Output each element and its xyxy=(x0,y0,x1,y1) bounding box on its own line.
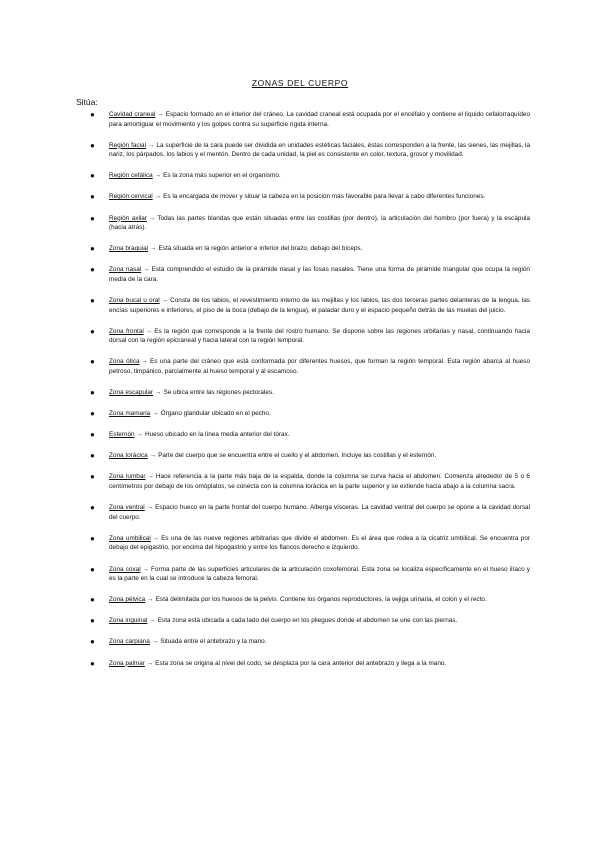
bullet-icon: ● xyxy=(90,110,95,119)
bullet-icon: ● xyxy=(90,409,95,419)
arrow-icon: → xyxy=(152,534,160,542)
zone-description: Espacio formado en el interior del cráneo. La cavidad craneal está ocupada por el encéfalo y contiene el líquido cefalorraquídeo para amortiguar el movimiento y los golpes contra su superficie rígida interna. xyxy=(109,111,531,128)
arrow-icon: → xyxy=(148,141,155,149)
arrow-icon: → xyxy=(141,358,148,366)
arrow-icon: → xyxy=(154,193,162,201)
list-item xyxy=(90,265,530,284)
list-item xyxy=(90,388,530,398)
list-item xyxy=(90,192,530,202)
list-item xyxy=(90,296,530,315)
bullet-icon: ● xyxy=(90,595,95,605)
zone-description: Está comprendido el estudio de la pirámide nasal y las fosas nasales. Tiene una forma de pirámide triangular que ocupa la región media de la cara. xyxy=(109,266,530,283)
arrow-icon: → xyxy=(147,596,154,604)
zone-description: Es la zona más superior en el organismo. xyxy=(163,172,281,180)
zone-description: Órgano glandular ubicado en el pecho. xyxy=(160,410,271,418)
arrow-icon: → xyxy=(154,172,162,180)
zone-term: Zona umbilical xyxy=(109,534,151,542)
zone-term: Zona palmar xyxy=(109,659,145,667)
zone-term: Zona torácica xyxy=(109,452,148,460)
zone-description: Esta zona está ubicada a cada lado del cuerpo en los pliegues donde el abdomen se une con las piernas. xyxy=(157,617,458,625)
zone-description: Forma parte de las superficies articulares de la articulación coxofemoral. Esta zona se localiza específicamente en el hueso ilíaco y es la parte en la cual se introduce la cabeza femoral. xyxy=(109,565,530,583)
zone-term: Región cefálica xyxy=(109,172,153,180)
zone-description: Es la región que corresponde a la frente del rostro humano. Se dispone sobre las regiones orbitarias y nasal, continuando hacia dorsal con la región epicraneal y hacia lateral con la región temporal. xyxy=(109,327,530,345)
bullet-icon: ● xyxy=(90,503,95,513)
bullet-icon: ● xyxy=(90,616,95,626)
arrow-icon: → xyxy=(143,266,150,274)
bullet-icon: ● xyxy=(90,357,95,367)
list-item xyxy=(90,141,530,160)
intro-text: Sitúa: xyxy=(76,97,98,107)
arrow-icon: → xyxy=(147,473,154,481)
list-item xyxy=(90,357,530,376)
list-item xyxy=(90,503,530,522)
arrow-icon: → xyxy=(148,214,156,222)
bullet-icon: ● xyxy=(90,533,95,543)
arrow-icon: → xyxy=(146,659,154,667)
zone-term: Zona escapular xyxy=(109,389,154,397)
list-item xyxy=(90,565,530,584)
list-item xyxy=(90,110,530,129)
zone-term: Zona bucal u oral xyxy=(109,297,160,305)
page-title: ZONAS DEL CUERPO xyxy=(251,78,349,88)
bullet-icon: ● xyxy=(90,213,95,223)
bullet-icon: ● xyxy=(90,637,95,647)
zone-description: La superficie de la cara puede ser dividida en unidades estéticas faciales, éstas corresponden a la frente, las sienes, las mejillas, la nariz, los párpados, los labios y el mentón. Dentro de cada unidad, la piel es consistente en color, textura, grosor y movilidad. xyxy=(109,141,530,159)
arrow-icon: → xyxy=(149,452,157,460)
zone-term: Zona mamaria xyxy=(109,410,151,418)
arrow-icon: → xyxy=(152,410,159,418)
zone-description: Es la encargada de mover y situar la cabeza en la posición más favorable para llevar a cabo diferentes funciones. xyxy=(163,193,486,201)
arrow-icon: → xyxy=(146,504,154,512)
zone-description: Está delimitada por los huesos de la pelvis. Contiene los órganos reproductores, la vejiga urinaria, el colon y el recto. xyxy=(155,596,487,604)
list-item xyxy=(90,214,530,233)
zone-description: Todas las partes blandas que están situadas entre las costillas (por dentro), la articulación del hombro (por fuera) y la escápula (hacia atrás). xyxy=(109,214,530,232)
bullet-icon: ● xyxy=(90,265,95,275)
zone-description: Se ubica entre las regiones pectorales. xyxy=(163,389,274,397)
list-item xyxy=(90,616,530,626)
list-item xyxy=(90,534,530,553)
zone-list xyxy=(90,110,530,680)
arrow-icon: → xyxy=(145,327,153,335)
zone-description: Esta zona se origina al nivel del codo, se desplaza por la cara anterior del antebrazo y llega a la mano. xyxy=(155,659,447,667)
bullet-icon: ● xyxy=(90,451,95,461)
zone-description: Situada entre el antebrazo y la mano. xyxy=(160,638,267,646)
arrow-icon: → xyxy=(155,389,162,397)
list-item xyxy=(90,659,530,669)
zone-term: Región axilar xyxy=(109,214,147,222)
zone-term: Zona ótica xyxy=(109,358,140,366)
bullet-icon: ● xyxy=(90,658,95,668)
zone-term: Zona nasal xyxy=(109,266,142,274)
list-item xyxy=(90,595,530,605)
zone-term: Zona inguinal xyxy=(109,617,148,625)
arrow-icon: → xyxy=(157,111,164,118)
arrow-icon: → xyxy=(142,565,150,573)
zone-description: Espacio hueco en la parte frontal del cuerpo humano. Alberga vísceras. La cavidad ventral del cuerpo se opone a la cavidad dorsal del cuerpo. xyxy=(109,504,530,521)
bullet-icon: ● xyxy=(90,388,95,398)
zone-description: Consta de los labios, el revestimiento interno de las mejillas y los labios, las dos terceras partes delanteras de la lengua, las encías superiores e inferiores, el piso de la boca (debajo de la lengua), el paladar duro y el espacio pequeño detrás de las muelas del juicio. xyxy=(109,297,530,314)
bullet-icon: ● xyxy=(90,140,95,150)
zone-description: Parte del cuerpo que se encuentra entre el cuello y el abdomen. Incluye las costillas y el esternón. xyxy=(158,452,437,460)
arrow-icon: → xyxy=(136,431,143,439)
arrow-icon: → xyxy=(150,245,157,253)
zone-description: Es una de las nueve regiones arbitrarias que divide el abdomen. Es el área que rodea a la cicatriz umbilical. Se encuentra por debajo del epigastrio, por encima del hipogastrio y entre los flancos derecho e izquierdo. xyxy=(109,534,531,552)
bullet-icon: ● xyxy=(90,296,95,306)
list-item xyxy=(90,637,530,647)
bullet-icon: ● xyxy=(90,472,95,482)
zone-term: Zona ventral xyxy=(109,504,145,512)
bullet-icon: ● xyxy=(90,244,95,254)
list-item xyxy=(90,244,530,254)
zone-description: Está situada en la región anterior e inferior del brazo, debajo del bíceps. xyxy=(158,245,363,253)
zone-term: Zona carpiana xyxy=(109,638,150,646)
list-item xyxy=(90,430,530,440)
zone-term: Zona coxal xyxy=(109,565,141,573)
zone-description: Hace referencia a la parte más baja de la espalda, donde la columna se curva hacia el abdomen. Comienza alrededor de 5 o 6 centímetros por debajo de los omóplatos, se conecta con la columna torácica en la parte superior y se extiende hacia abajo a la columna sacra. xyxy=(109,473,530,491)
zone-term: Esternón xyxy=(109,431,135,439)
bullet-icon: ● xyxy=(90,326,95,336)
zone-description: Es una parte del cráneo que está conformada por diferentes huesos, que forman la región temporal. Esta región abarca al hueso petroso, timpánico, parcialmente al hueso temporal y al escamoso. xyxy=(109,358,530,375)
zone-term: Zona lumbar xyxy=(109,473,146,481)
arrow-icon: → xyxy=(161,297,169,305)
list-item xyxy=(90,451,530,461)
list-item xyxy=(90,472,530,491)
bullet-icon: ● xyxy=(90,564,95,574)
zone-term: Zona frontal xyxy=(109,327,144,335)
list-item xyxy=(90,327,530,346)
bullet-icon: ● xyxy=(90,192,95,202)
list-item xyxy=(90,171,530,181)
zone-term: Cavidad craneal xyxy=(109,111,156,118)
zone-term: Región cervical xyxy=(109,193,153,201)
arrow-icon: → xyxy=(151,638,159,646)
zone-term: Zona braquial xyxy=(109,245,149,253)
zone-description: Hueso ubicado en la línea media anterior del tórax. xyxy=(144,431,290,439)
zone-term: Región facial xyxy=(109,141,147,149)
bullet-icon: ● xyxy=(90,430,95,440)
zone-term: Zona pélvica xyxy=(109,596,146,604)
bullet-icon: ● xyxy=(90,171,95,181)
arrow-icon: → xyxy=(149,617,156,625)
list-item xyxy=(90,409,530,419)
